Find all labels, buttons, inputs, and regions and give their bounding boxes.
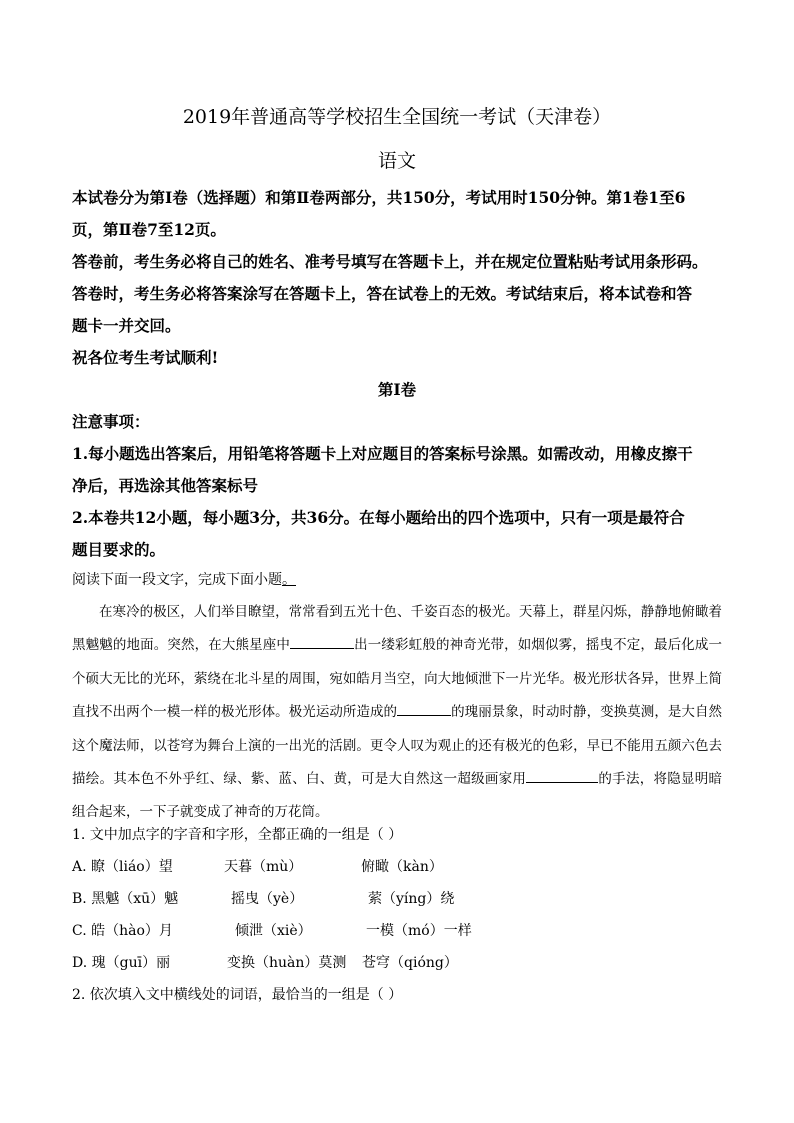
q1-option-b-2: 摇曳（yè）	[231, 891, 304, 907]
question-2-stem: 2. 依次填入文中横线处的词语，最恰当的一组是（ ）	[72, 987, 403, 1003]
notice-1b: 净后，再选涂其他答案标号	[72, 476, 259, 495]
reading-passage	[72, 596, 722, 830]
passage-part-3: 的瑰丽景象，时动时静，变换莫测，是大自然这个魔法师，以苍穹为舞台上演的一出光的活剧。更令人叹为观止的还有极光的色彩，早已不能用五颜六色去描绘。其本色不外乎红、绿、紫、蓝、白、黄，可是大自然这一超级画家用	[72, 704, 723, 788]
passage-part-4: 的手法，将隐显明暗组合起来，一下子就变成了神奇的万花筒。	[72, 771, 723, 821]
reading-instruction-text: 阅读下面一段文字，完成下面小题	[72, 572, 282, 588]
intro-line-2: 页，第Ⅱ卷7至12页。	[72, 220, 226, 239]
part-heading: 第Ⅰ卷	[377, 380, 417, 399]
q1-option-c-3: 一模（mó）一样	[366, 923, 472, 939]
intro-line-5: 题卡一并交回。	[72, 316, 181, 335]
subject-title: 语文	[377, 150, 416, 172]
intro-line-3: 答卷前，考生务必将自己的姓名、准考号填写在答题卡上，并在规定位置粘贴考试用条形码。	[72, 252, 708, 271]
intro-line-4: 答卷时，考生务必将答案涂写在答题卡上，答在试卷上的无效。考试结束后，将本试卷和答	[72, 284, 693, 303]
reading-instruction	[72, 569, 296, 589]
q1-option-d-1: D. 瑰（guī）丽	[72, 955, 171, 971]
notice-1a: 1.每小题选出答案后，用铅笔将答题卡上对应题目的答案标号涂黑。如需改动，用橡皮擦干	[72, 444, 693, 463]
passage-part-2: 出一缕彩虹般的神奇光带，如烟似雾，摇曳不定，最后化成一个硕大无比的光环，萦绕在北斗星的周围，宛如皓月当空，向大地倾泄下一片光华。极光形状各异，世界上简直找不出两个一模一样的极光形体。极光运动所造成的	[72, 637, 722, 721]
q1-option-a-1: A. 瞭（liáo）望	[72, 859, 173, 875]
question-1-stem: 1. 文中加点字的字音和字形，全都正确的一组是（ ）	[72, 827, 403, 843]
notice-2a: 2.本卷共12小题，每小题3分，共36分。在每小题给出的四个选项中，只有一项是最符合	[72, 508, 685, 527]
notice-2b: 题目要求的。	[72, 540, 166, 559]
q1-option-d-2: 变换（huàn）莫测	[227, 955, 347, 971]
q1-option-d-3: 苍穹（qióng）	[362, 955, 458, 971]
q1-option-b-1: B. 黑魆（xū）魆	[72, 891, 179, 907]
q1-option-a-2: 天暮（mù）	[224, 859, 303, 875]
blank-2	[397, 702, 451, 717]
q1-option-a-3: 俯瞰（kàn）	[361, 859, 443, 875]
intro-line-6: 祝各位考生考试顺利!	[72, 348, 219, 367]
blank-1	[290, 635, 354, 650]
q1-option-c-2: 倾泄（xiè）	[235, 923, 312, 939]
q1-option-c-1: C. 皓（hào）月	[72, 923, 173, 939]
blank-3	[526, 769, 598, 784]
exam-title: 2019年普通高等学校招生全国统一考试（天津卷）	[182, 106, 612, 128]
reading-instruction-dot: 。	[282, 572, 296, 588]
q1-option-b-3: 萦（yíng）绕	[368, 891, 455, 907]
notice-title: 注意事项：	[72, 412, 150, 431]
passage-part-1: 在寒冷的极区，人们举目瞭望，常常看到五光十色、千姿百态的极光。天幕上，群星闪烁，静静地俯瞰着黑魆魆的地面。突然，在大熊星座中	[72, 604, 722, 654]
intro-line-1: 本试卷分为第Ⅰ卷（选择题）和第Ⅱ卷两部分，共150分，考试用时150分钟。第1卷1至6	[72, 188, 686, 207]
